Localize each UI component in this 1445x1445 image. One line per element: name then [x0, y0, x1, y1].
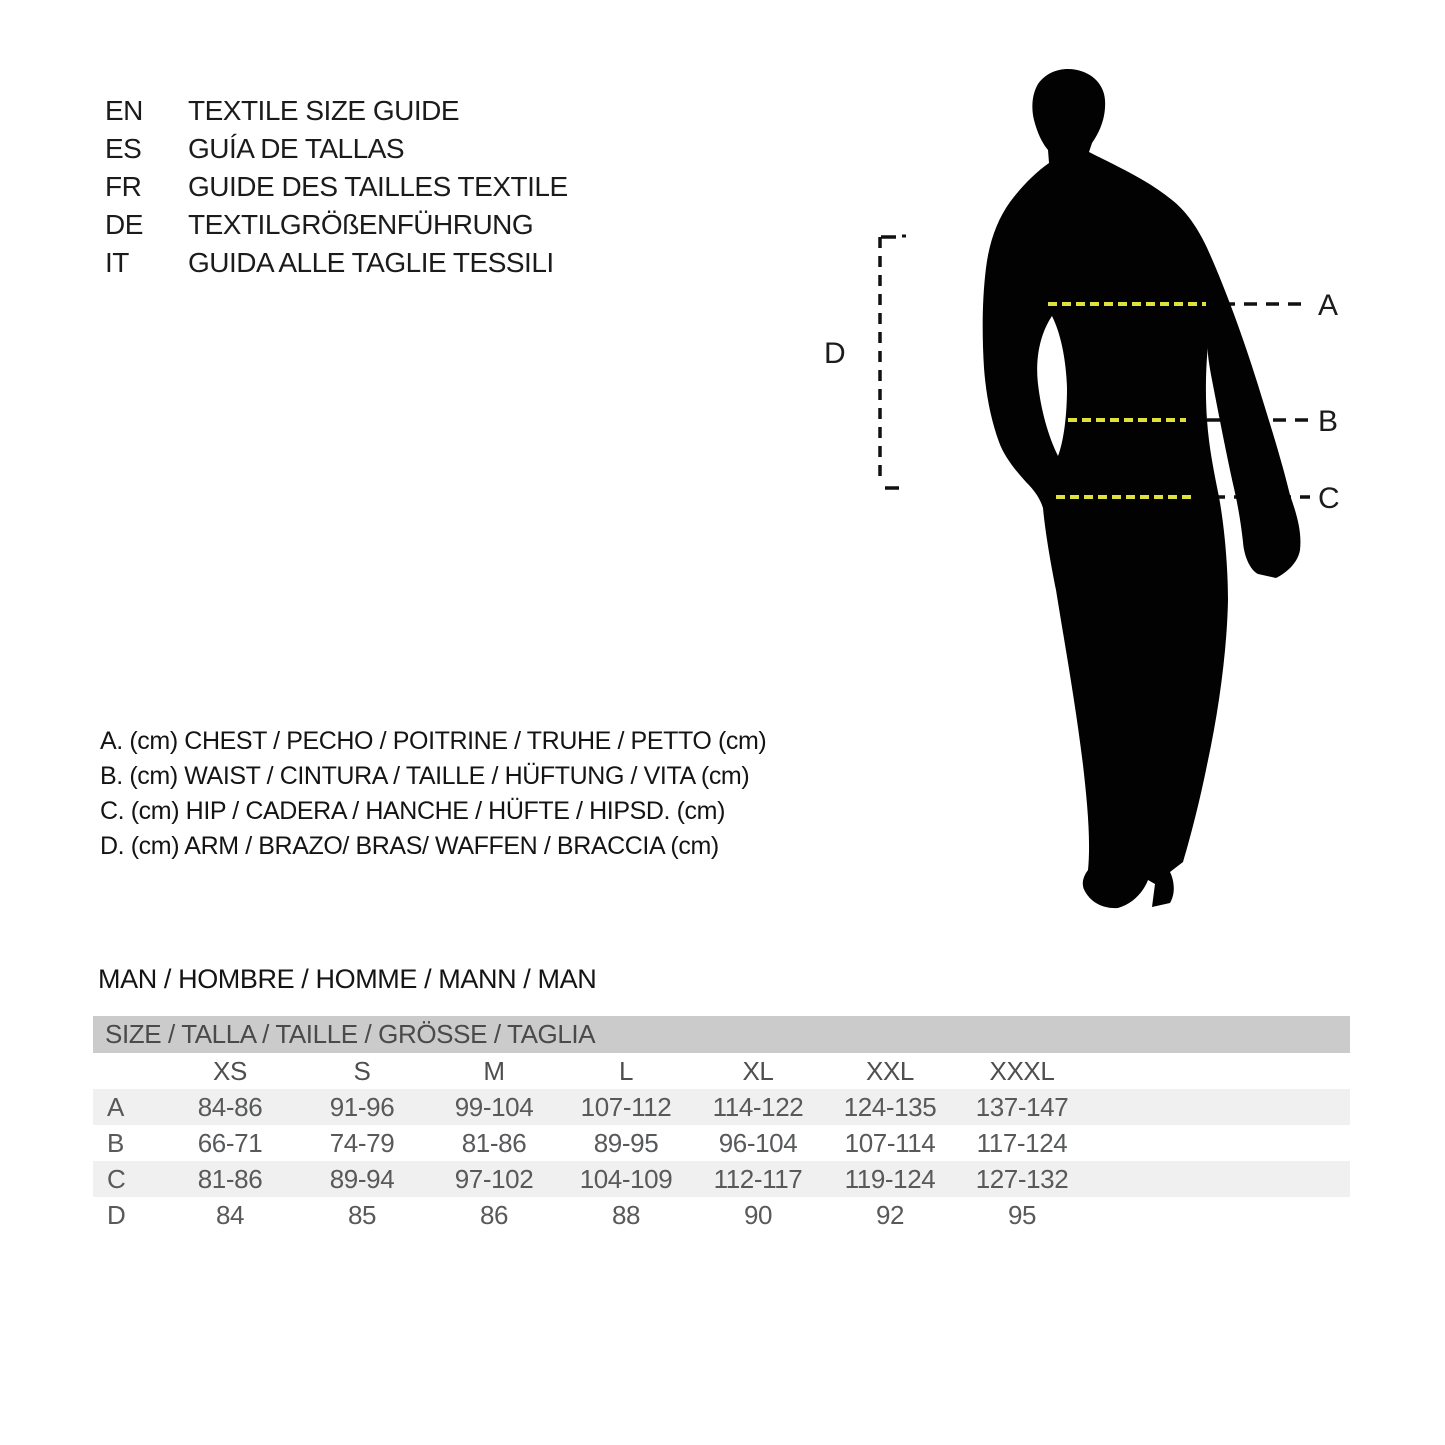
cell-value: 84 — [215, 1199, 245, 1230]
figure-label-hip: C — [1318, 482, 1340, 515]
col-header-xxl: XXL — [866, 1055, 914, 1086]
row-label: C — [107, 1163, 126, 1194]
col-header-m: M — [483, 1055, 505, 1086]
cell-value: 86 — [479, 1199, 509, 1230]
lang-code: IT — [105, 247, 129, 278]
row-label: D — [107, 1199, 126, 1230]
cell-value: 114-122 — [712, 1091, 804, 1122]
cell-value: 85 — [347, 1199, 377, 1230]
lang-title: GUIDE DES TAILLES TEXTILE — [188, 171, 568, 202]
table-section-title: MAN / HOMBRE / HOMME / MANN / MAN — [98, 964, 597, 994]
cell-value: 124-135 — [843, 1091, 937, 1122]
lang-code: FR — [105, 171, 142, 202]
lang-title: TEXTILE SIZE GUIDE — [188, 95, 460, 126]
figure-label-waist: B — [1318, 405, 1339, 438]
cell-value: 81-86 — [461, 1127, 527, 1158]
col-header-s: S — [353, 1055, 371, 1086]
col-header-xxxl: XXXL — [989, 1055, 1055, 1086]
lang-code: ES — [105, 133, 142, 164]
lang-title: TEXTILGRÖßENFÜHRUNG — [188, 209, 534, 240]
cell-value: 99-104 — [454, 1091, 534, 1122]
cell-value: 88 — [611, 1199, 641, 1230]
cell-value: 127-132 — [975, 1163, 1069, 1194]
legend-chest: A. (cm) CHEST / PECHO / POITRINE / TRUHE / PETTO (cm) — [100, 727, 767, 755]
cell-value: 104-109 — [579, 1163, 673, 1194]
cell-value: 92 — [875, 1199, 905, 1230]
size-column-header-row — [93, 1053, 1350, 1089]
cell-value: 66-71 — [197, 1127, 263, 1158]
lang-title: GUÍA DE TALLAS — [188, 133, 405, 164]
col-header-xl: XL — [742, 1055, 774, 1086]
figure-label-chest: A — [1318, 289, 1339, 322]
table-row-arm — [93, 1197, 1350, 1233]
lang-code: DE — [105, 209, 143, 240]
cell-value: 107-112 — [580, 1091, 672, 1122]
table-row-hip — [93, 1161, 1350, 1197]
lang-code: EN — [105, 95, 143, 126]
size-table-header-bar: SIZE / TALLA / TAILLE / GRÖSSE / TAGLIA — [93, 1016, 1350, 1053]
cell-value: 74-79 — [329, 1127, 395, 1158]
cell-value: 91-96 — [329, 1091, 395, 1122]
cell-value: 119-124 — [844, 1163, 936, 1194]
measurement-legend — [100, 724, 766, 864]
cell-value: 89-95 — [593, 1127, 659, 1158]
col-header-xs: XS — [213, 1055, 247, 1086]
col-header-l: L — [618, 1055, 634, 1086]
cell-value: 96-104 — [718, 1127, 798, 1158]
size-table — [93, 1016, 1350, 1233]
table-row-waist — [93, 1125, 1350, 1161]
lang-title: GUIDA ALLE TAGLIE TESSILI — [188, 247, 554, 278]
figure-label-arm: D — [824, 337, 846, 370]
cell-value: 107-114 — [844, 1127, 936, 1158]
legend-waist: B. (cm) WAIST / CINTURA / TAILLE / HÜFTUNG / VITA (cm) — [100, 762, 750, 790]
cell-value: 84-86 — [197, 1091, 263, 1122]
cell-value: 81-86 — [197, 1163, 263, 1194]
cell-value: 137-147 — [975, 1091, 1069, 1122]
cell-value: 117-124 — [976, 1127, 1068, 1158]
cell-value: 89-94 — [329, 1163, 395, 1194]
cell-value: 112-117 — [713, 1163, 803, 1194]
man-silhouette — [983, 69, 1301, 908]
legend-hip: C. (cm) HIP / CADERA / HANCHE / HÜFTE / HIPSD. (cm) — [100, 797, 726, 825]
cell-value: 95 — [1007, 1199, 1037, 1230]
cell-value: 97-102 — [454, 1163, 534, 1194]
cell-value: 90 — [743, 1199, 773, 1230]
table-row-chest — [93, 1089, 1350, 1125]
row-label: B — [107, 1127, 124, 1158]
row-label: A — [107, 1091, 124, 1122]
legend-arm: D. (cm) ARM / BRAZO/ BRAS/ WAFFEN / BRACCIA (cm) — [100, 832, 719, 860]
